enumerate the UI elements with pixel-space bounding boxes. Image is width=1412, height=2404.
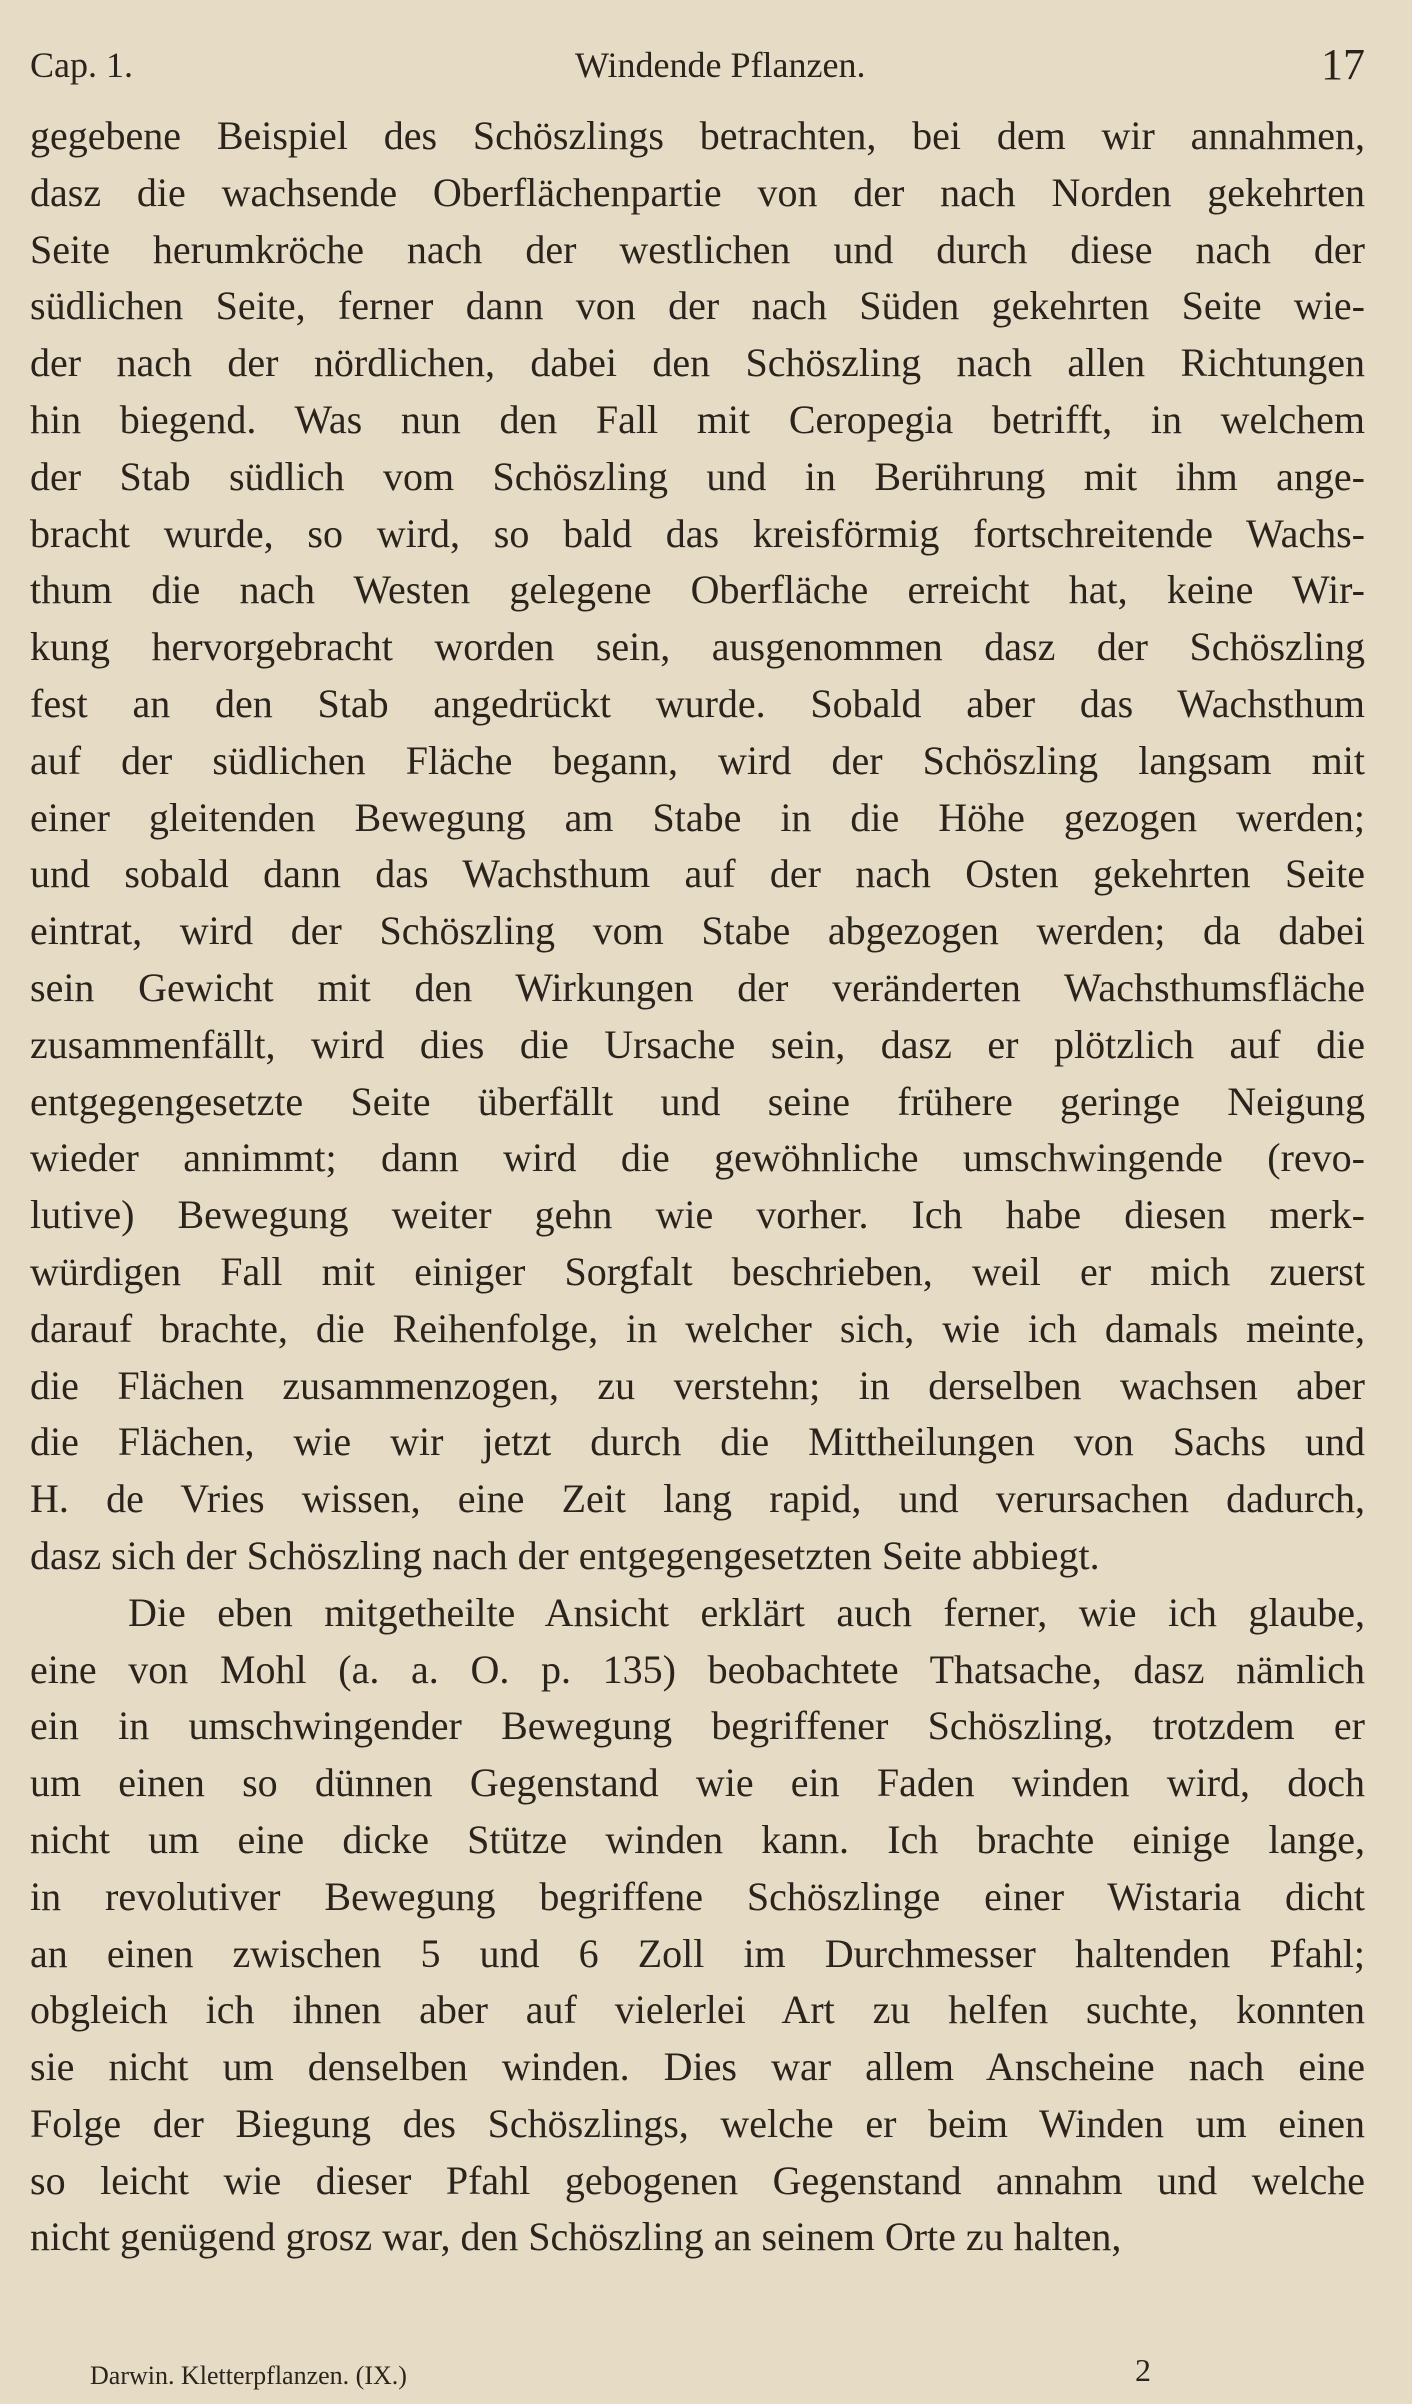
running-title: Windende Pflanzen. xyxy=(575,45,866,85)
text-line: an einen zwischen 5 und 6 Zoll im Durchmesser haltenden Pfahl; xyxy=(30,1930,1365,1976)
text-line: einer gleitenden Bewegung am Stabe in die Höhe gezogen werden; xyxy=(30,794,1365,840)
text-line: wieder annimmt; dann wird die gewöhnliche umschwingende (revo- xyxy=(30,1135,1365,1181)
running-header xyxy=(30,40,1365,90)
text-line: H. de Vries wissen, eine Zeit lang rapid, und verursachen dadurch, xyxy=(30,1476,1365,1522)
text-line: zusammenfällt, wird dies die Ursache sein, dasz er plötzlich auf die xyxy=(30,1021,1365,1067)
page-number: 17 xyxy=(1321,40,1365,89)
text-line: dasz sich der Schöszling nach der entgegengesetzten Seite abbiegt. xyxy=(30,1532,1100,1578)
text-line: ein in umschwingender Bewegung begriffener Schöszling, trotzdem er xyxy=(30,1703,1365,1749)
text-line: fest an den Stab angedrückt wurde. Sobald aber das Wachsthum xyxy=(30,680,1365,726)
text-line: kung hervorgebracht worden sein, ausgenommen dasz der Schöszling xyxy=(30,624,1365,670)
text-line: entgegengesetzte Seite überfällt und seine frühere geringe Neigung xyxy=(30,1078,1365,1124)
text-line: so leicht wie dieser Pfahl gebogenen Gegenstand annahm und welche xyxy=(30,2157,1365,2203)
text-line: eine von Mohl (a. a. O. p. 135) beobachtete Thatsache, dasz nämlich xyxy=(30,1646,1365,1692)
text-line: bracht wurde, so wird, so bald das kreisförmig fortschreitende Wachs- xyxy=(30,510,1365,556)
footer-imprint: Darwin. Kletterpflanzen. (IX.) xyxy=(90,2361,407,2390)
text-line: der Stab südlich vom Schöszling und in Berührung mit ihm ange- xyxy=(30,453,1365,499)
text-line: um einen so dünnen Gegenstand wie ein Faden winden wird, doch xyxy=(30,1760,1365,1806)
text-line: sein Gewicht mit den Wirkungen der veränderten Wachsthumsfläche xyxy=(30,964,1365,1010)
text-line: hin biegend. Was nun den Fall mit Ceropegia betrifft, in welchem xyxy=(30,396,1365,442)
text-line: eintrat, wird der Schöszling vom Stabe abgezogen werden; da dabei xyxy=(30,908,1365,954)
text-line: in revolutiver Bewegung begriffene Schöszlinge einer Wistaria dicht xyxy=(30,1873,1365,1919)
footer xyxy=(90,2352,1190,2394)
text-line: Folge der Biegung des Schöszlings, welche er beim Winden um einen xyxy=(30,2100,1365,2146)
text-line: nicht genügend grosz war, den Schöszling an seinem Orte zu halten, xyxy=(30,2214,1122,2260)
text-line: nicht um eine dicke Stütze winden kann. Ich brachte einige lange, xyxy=(30,1816,1365,1862)
text-line: obgleich ich ihnen aber auf vielerlei Art zu helfen suchte, konnten xyxy=(30,1987,1365,2033)
text-line: lutive) Bewegung weiter gehn wie vorher. Ich habe diesen merk- xyxy=(30,1192,1365,1238)
signature-mark: 2 xyxy=(1135,2352,1151,2388)
text-line: würdigen Fall mit einiger Sorgfalt beschrieben, weil er mich zuerst xyxy=(30,1248,1365,1294)
text-line: die Flächen, wie wir jetzt durch die Mittheilungen von Sachs und xyxy=(30,1419,1365,1465)
chapter-label: Cap. 1. xyxy=(30,45,133,85)
text-line: auf der südlichen Fläche begann, wird der Schöszling langsam mit xyxy=(30,737,1365,783)
text-line: südlichen Seite, ferner dann von der nach Süden gekehrten Seite wie- xyxy=(30,283,1365,329)
text-line: sie nicht um denselben winden. Dies war allem Anscheine nach eine xyxy=(30,2044,1365,2090)
text-line: Die eben mitgetheilte Ansicht erklärt auch ferner, wie ich glaube, xyxy=(128,1589,1365,1635)
text-line: gegebene Beispiel des Schöszlings betrachten, bei dem wir annahmen, xyxy=(30,113,1365,158)
text-line: thum die nach Westen gelegene Oberfläche erreicht hat, keine Wir- xyxy=(30,567,1365,613)
text-line: der nach der nördlichen, dabei den Schöszling nach allen Richtungen xyxy=(30,340,1365,386)
text-line: die Flächen zusammenzogen, zu verstehn; in derselben wachsen aber xyxy=(30,1362,1365,1408)
text-line: und sobald dann das Wachsthum auf der nach Osten gekehrten Seite xyxy=(30,851,1365,897)
text-line: darauf brachte, die Reihenfolge, in welcher sich, wie ich damals meinte, xyxy=(30,1305,1365,1351)
text-line: Seite herumkröche nach der westlichen und durch diese nach der xyxy=(30,226,1365,272)
body-text xyxy=(30,108,1365,2266)
text-line: dasz die wachsende Oberflächenpartie von der nach Norden gekehrten xyxy=(30,169,1365,215)
